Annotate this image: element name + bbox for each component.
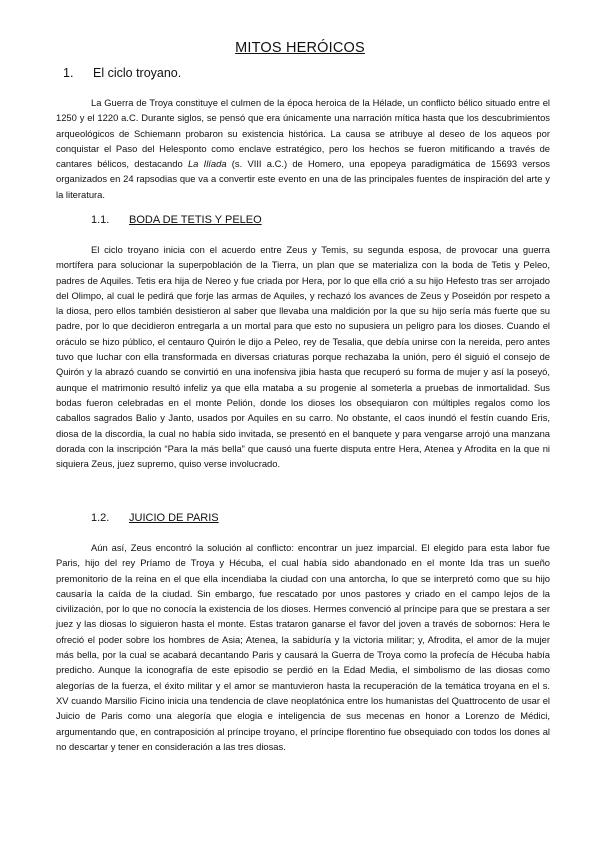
- subsection-number: 1.2.: [91, 512, 110, 524]
- paragraph-text-part2: (s. VIII a.C.) de Homero, una epopeya paradigmática de 15693 versos organizados en 24 rapsodias que va a convertir este evento en una de las principales fuentes de inspiración del arte y la literatura.: [56, 158, 550, 200]
- paragraph-juicio-paris: Aún así, Zeus encontró la solución al conflicto: encontrar un juez imparcial. El elegido para esta labor fue Paris, hijo del rey Príamo de Troya y Hécuba, el cual había sido abandonado en el monte Ida tras un sueño premonitorio de la reina en el que ella incendiaba la ciudad con una antorcha, lo que se interpretó como que su hijo causaría la caída de la ciudad. Sin embargo, fue rescatado por unos pastores y criado en el campo lejos de la civilización, por lo que no conocía la existencia de los dioses. Hermes convenció al príncipe para que se prestara a ser juez y las diosas lo siguieron hasta el monte. Estas trataron ganarse el favor del joven a través de sobornos: Hera le ofreció el poder sobre los hombres de Asia; Atenea, la sabiduría y la victoria militar; y, Afrodita, el amor de la mujer más bella, por la cual se acabará decantando Paris y causará la Guerra de Troya como la profecía de Hécuba había predicho. Aunque la iconografía de este episodio se perdió en la Edad Media, el simbolismo de las diosas como alegorías de la fuerza, el éxito militar y el amor se mantuvieron hasta la recuperación de la temática troyana en el s. XV cuando Marsilio Ficino inicia una tendencia de clave neoplatónica entre los humanistas del Quattrocento de usar el Juicio de Paris como una alegoría que elogia e inteligencia de sus mecenas en honor a Lorenzo de Médici, argumentando que, en contraposición al príncipe troyano, el príncipe florentino fue obsequiado con todos los dones al no descartar y tener en consideración a las tres diosas.: [56, 542, 550, 752]
- document-title: MITOS HERÓICOS: [235, 40, 365, 56]
- subsection-number: 1.1.: [91, 214, 110, 226]
- paragraph-text-part1: La Guerra de Troya constituye el culmen de la época heroica de la Hélade, un conflicto bélico situado entre el 1250 y el 1220 a.C. Durante siglos, se pensó que era únicamente una narración mítica hasta que los descubrimientos arqueológicos de Schiemann probaron su existencia histórica. La causa se atribuye al deseo de los aqueos por conquistar el Paso del Helesponto como enclave estratégico, pero los hechos se fueron mitificando a través de cantares bélicos, destacando: [56, 97, 550, 170]
- subsection-heading-boda: [91, 214, 262, 226]
- paragraph-boda-tetis-peleo: El ciclo troyano inicia con el acuerdo entre Zeus y Temis, su segunda esposa, de provocar una guerra mortífera para solucionar la superpoblación de la Tierra, un plan que se materializa con la boda de Tetis y Peleo, padres de Aquiles. Tetis era hija de Nereo y fue criada por Hera, por lo que ella crió a su hijo Hefesto tras ser arrojado del Olimpo, al cual le pedirá que forje las armas de Aquiles, y rechazó los avances de Zeus y Poseidón por respeto a la diosa, pero ellos también desistieron al saber que llevaba una maldición por la que su hijo sería más fuerte que su padre, por lo que decidieron entregarla a un mortal para que esto no supusiera un peligro para los dioses. Cuando el oráculo se hizo público, el centauro Quirón le dijo a Peleo, rey de Tesalia, que debía unirse con la nereida, pero antes tuvo que luchar con ella transformada en diversas criaturas porque rechazaba la unión, pero él siguió el consejo de Quirón y la abrazó cuando se convirtió en una inofensiva jibia hasta que recuperó su forma de mujer y así la poseyó, aunque el matrimonio resultó infeliz ya que ella mataba a su progenie al someterla a pruebas de inmortalidad. Sus bodas fueron celebradas en el monte Pelión, donde los dioses los obsequiaron con múltiples regalos como los caballos sagrados Balio y Janto, usados por Aquiles en su carro. No obstante, el caos inundó el festín cuando Eris, diosa de la discordia, la cual no había sido invitada, se presentó en el banquete y para vengarse arrojó una manzana dorada con la inscripción “Para la más bella” que causó una fuerte disputa entre Hera, Atenea y Afrodita en la que ni siquiera Zeus, juez supremo, quiso verse involucrado.: [56, 244, 550, 470]
- subsection-heading-juicio: [91, 512, 219, 524]
- subsection-title: JUICIO DE PARIS: [129, 512, 219, 524]
- italic-title-iliada: La Ilíada: [187, 158, 227, 170]
- subsection-title: BODA DE TETIS Y PELEO: [129, 214, 262, 226]
- section-number: 1.: [63, 66, 74, 80]
- section-title: El ciclo troyano.: [93, 66, 182, 80]
- section-heading-ciclo-troyano: [63, 66, 181, 80]
- paragraph-ciclo-troyano: [56, 95, 550, 202]
